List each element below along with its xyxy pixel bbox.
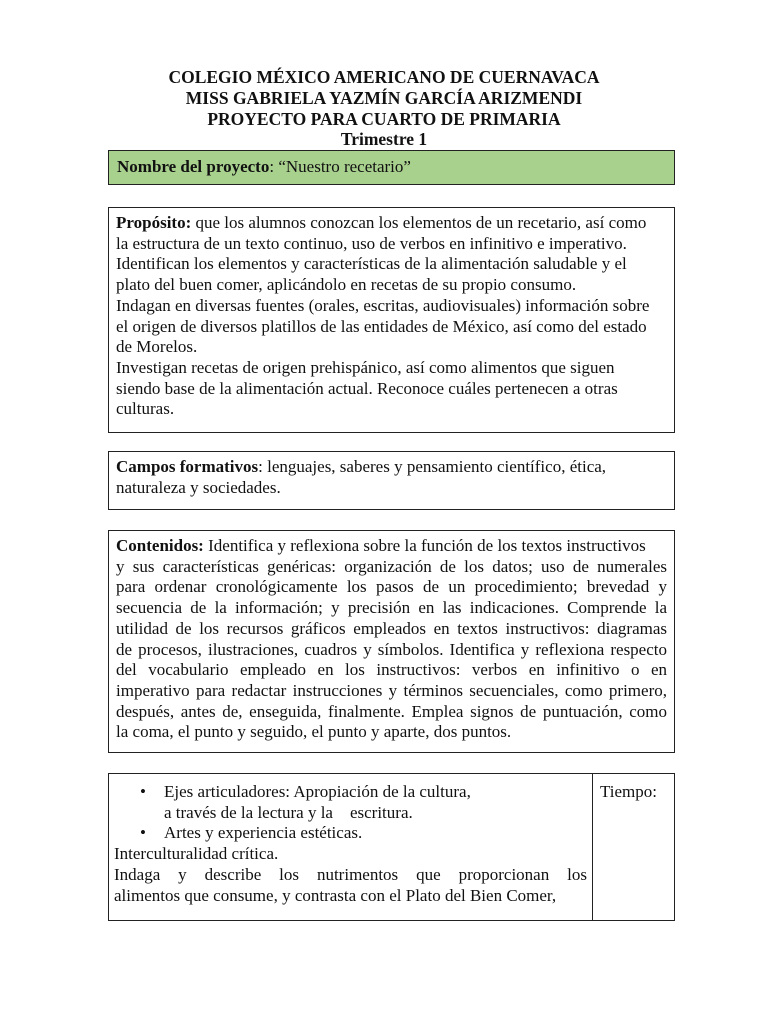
contenidos-line: y sus características genéricas: organización de los datos; uso de numerales — [116, 556, 667, 576]
contenidos-line: del vocabulario empleado en los instructivos: verbos en infinitivo o en — [116, 660, 667, 680]
proposito-line: que los alumnos conozcan los elementos de un recetario, así como — [191, 213, 647, 232]
tiempo-label: Tiempo: — [600, 782, 658, 801]
text-line: alimentos que consume, y contrasta con el Plato del Bien Comer, — [114, 885, 557, 905]
proposito-label: Propósito: — [116, 213, 192, 232]
bullet-item: • Ejes articuladores: Apropiación de la cultura, — [114, 782, 587, 803]
proposito-line: el origen de diversos platillos de las entidades de México, así como del estado — [116, 316, 647, 336]
proposito-line: de Morelos. — [116, 337, 198, 357]
project-name-box — [108, 150, 675, 185]
ejes-table — [108, 773, 675, 921]
project-title: PROYECTO PARA CUARTO DE PRIMARIA — [207, 109, 561, 129]
contenidos-line: la coma, el punto y seguido, el punto y aparte, dos puntos. — [116, 722, 512, 742]
project-name-value: : “Nuestro recetario” — [269, 157, 411, 176]
campos-box — [108, 451, 675, 510]
campos-line: : lenguajes, saberes y pensamiento científico, ética, — [258, 457, 607, 476]
contenidos-label: Contenidos: — [116, 536, 204, 555]
contenidos-line: de procesos, ilustraciones, cuadros y símbolos. Identifica y reflexiona respecto — [116, 639, 667, 659]
contenidos-line: secuencia de la información; y precisión en las indicaciones. Comprende la — [116, 598, 667, 618]
contenidos-line: después, antes de, enseguida, finalmente. Emplea signos de puntuación, como — [116, 701, 667, 721]
proposito-line: la estructura de un texto continuo, uso de verbos en infinitivo e imperativo. — [116, 233, 627, 253]
tiempo-cell — [593, 774, 674, 920]
term: Trimestre 1 — [340, 129, 428, 149]
text-line: Interculturalidad crítica. — [114, 844, 279, 864]
contenidos-box — [108, 530, 675, 753]
teacher-name: MISS GABRIELA YAZMÍN GARCÍA ARIZMENDI — [185, 88, 583, 108]
bullet-item: • Artes y experiencia estéticas. — [114, 823, 587, 844]
campos-line: naturaleza y sociedades. — [116, 477, 281, 497]
proposito-box — [108, 207, 675, 433]
contenidos-line: imperativo para redactar instrucciones y términos secuenciales, como primero, — [116, 680, 667, 700]
proposito-line: siendo base de la alimentación actual. Reconoce cuáles pertenecen a otras — [116, 378, 618, 398]
proposito-line: culturas. — [116, 399, 175, 419]
contenidos-line: para ordenar cronológicamente los pasos de un procedimiento; brevedad y — [116, 577, 667, 597]
ejes-cell — [109, 774, 593, 920]
proposito-line: Identifican los elementos y características de la alimentación saludable y el — [116, 254, 627, 274]
proposito-line: Indagan en diversas fuentes (orales, escritas, audiovisuales) información sobre — [116, 295, 650, 315]
school-name: COLEGIO MÉXICO AMERICANO DE CUERNAVACA — [168, 67, 600, 87]
bullet-continuation: a través de la lectura y la escritura. — [164, 802, 413, 822]
proposito-line: Investigan recetas de origen prehispánico, así como alimentos que siguen — [116, 357, 615, 377]
proposito-line: plato del buen comer, aplicándolo en recetas de su propio consumo. — [116, 275, 577, 295]
contenidos-line: utilidad de los recursos gráficos empleados en textos instructivos: diagramas — [116, 618, 667, 638]
text-line: Indaga y describe los nutrimentos que proporcionan los — [114, 864, 587, 884]
contenidos-line: Identifica y reflexiona sobre la función de los textos instructivos — [203, 536, 646, 555]
project-name-label: Nombre del proyecto — [117, 157, 270, 176]
campos-label: Campos formativos — [116, 457, 259, 476]
